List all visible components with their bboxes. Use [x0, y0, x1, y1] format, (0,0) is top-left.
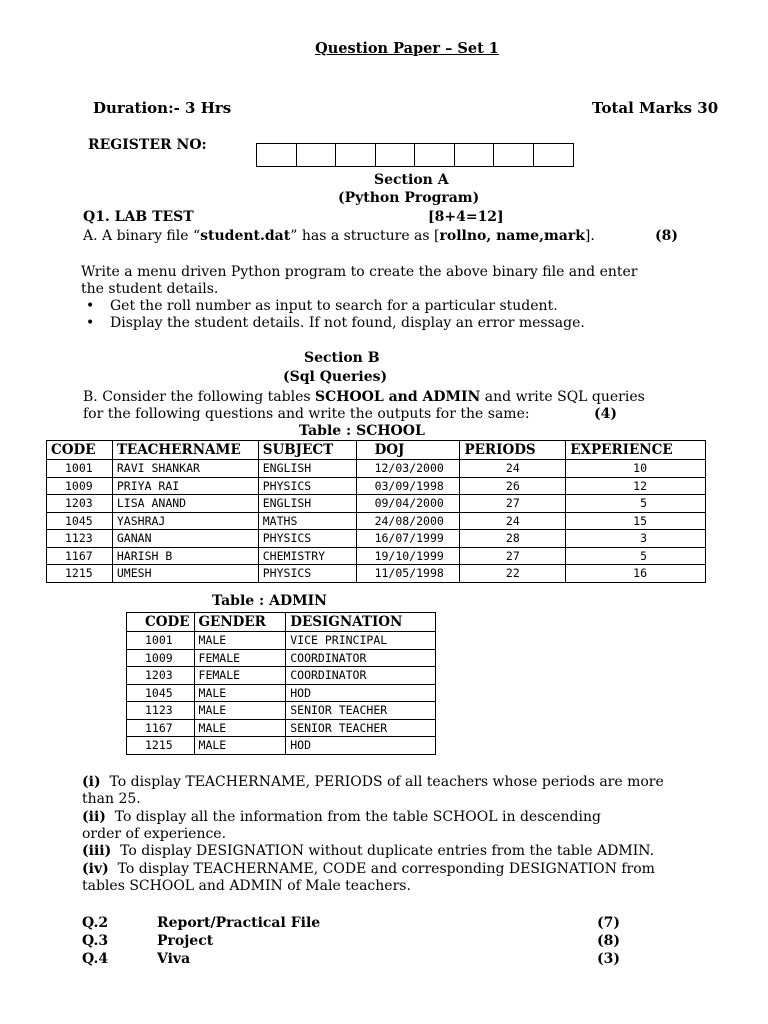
table-cell: 1045 [127, 684, 195, 702]
table-row [47, 477, 706, 495]
column-header: DOJ [356, 441, 460, 460]
table-cell: LISA ANAND [112, 495, 258, 513]
section-a-subheading: (Python Program) [338, 190, 480, 206]
question-number: Q.3 [82, 933, 109, 949]
table-cell: 24 [460, 460, 566, 478]
question-b-tables: SCHOOL and ADMIN [315, 389, 481, 405]
question-a-bullet-list [82, 298, 585, 332]
column-header: EXPERIENCE [566, 441, 706, 460]
table-cell: COORDINATOR [286, 667, 436, 685]
school-table-caption: Table : SCHOOL [299, 423, 425, 439]
table-cell: 1001 [47, 460, 113, 478]
table-cell: PHYSICS [258, 530, 356, 548]
table-cell: 1009 [127, 649, 195, 667]
register-digit-box[interactable] [336, 144, 376, 166]
question-a-mid: ” has a structure as [ [290, 228, 440, 244]
sql-question-number: (iv) [82, 861, 109, 877]
table-row [127, 632, 436, 650]
table-header-row [127, 613, 436, 632]
table-cell: 24/08/2000 [356, 512, 460, 530]
table-cell: GANAN [112, 530, 258, 548]
table-cell: HOD [286, 684, 436, 702]
register-digit-box[interactable] [376, 144, 416, 166]
table-row [47, 565, 706, 583]
total-marks-label: Total Marks 30 [592, 99, 719, 117]
table-cell: 19/10/1999 [356, 547, 460, 565]
question-a-desc-line1: Write a menu driven Python program to create the above binary file and enter [81, 264, 638, 280]
section-b-heading: Section B [304, 350, 380, 366]
register-no-boxes[interactable] [256, 143, 574, 167]
section-a-heading: Section A [374, 172, 449, 188]
table-cell: 10 [566, 460, 706, 478]
table-cell: 12 [566, 477, 706, 495]
table-cell: YASHRAJ [112, 512, 258, 530]
table-cell: 28 [460, 530, 566, 548]
table-cell: HARISH B [112, 547, 258, 565]
table-row [127, 702, 436, 720]
table-row [127, 649, 436, 667]
table-cell: RAVI SHANKAR [112, 460, 258, 478]
q1-marks: [8+4=12] [428, 209, 504, 225]
table-cell: COORDINATOR [286, 649, 436, 667]
table-cell: SENIOR TEACHER [286, 702, 436, 720]
table-cell: 5 [566, 547, 706, 565]
table-cell: 03/09/1998 [356, 477, 460, 495]
register-digit-box[interactable] [494, 144, 534, 166]
table-row [47, 512, 706, 530]
table-cell: 1215 [127, 737, 195, 755]
table-cell: 3 [566, 530, 706, 548]
question-b-marks: (4) [594, 406, 617, 422]
table-cell: 11/05/1998 [356, 565, 460, 583]
sql-question-number: (ii) [82, 809, 106, 825]
question-label: Report/Practical File [157, 915, 321, 931]
table-cell: 27 [460, 495, 566, 513]
table-cell: CHEMISTRY [258, 547, 356, 565]
question-a-end: ]. [584, 228, 595, 244]
table-cell: HOD [286, 737, 436, 755]
question-a-marks: (8) [655, 228, 678, 244]
column-header: PERIODS [460, 441, 566, 460]
duration-label: Duration:- 3 Hrs [93, 99, 232, 117]
list-item: • Display the student details. If not found, display an error message. [82, 315, 585, 332]
register-digit-box[interactable] [415, 144, 455, 166]
question-a-desc-line2: the student details. [81, 281, 219, 297]
table-cell: 1123 [47, 530, 113, 548]
question-a-prefix: A. A binary file “ [83, 228, 201, 244]
table-cell: 1009 [47, 477, 113, 495]
sql-question-continuation: than 25. [82, 791, 141, 807]
register-no-label: REGISTER NO: [88, 137, 207, 153]
page-title: Question Paper – Set 1 [315, 40, 499, 57]
admin-table [126, 612, 436, 755]
table-cell: 1203 [47, 495, 113, 513]
column-header: TEACHERNAME [112, 441, 258, 460]
table-cell: MALE [194, 684, 286, 702]
question-number: Q.2 [82, 915, 109, 931]
table-cell: PHYSICS [258, 565, 356, 583]
table-cell: SENIOR TEACHER [286, 719, 436, 737]
table-row [47, 495, 706, 513]
table-cell: 5 [566, 495, 706, 513]
table-cell: 1045 [47, 512, 113, 530]
table-cell: MATHS [258, 512, 356, 530]
question-a-text [83, 228, 595, 245]
table-cell: 1001 [127, 632, 195, 650]
register-digit-box[interactable] [455, 144, 495, 166]
question-b-prefix: B. Consider the following tables [83, 389, 315, 405]
section-b-subheading: (Sql Queries) [283, 369, 388, 385]
column-header: CODE [47, 441, 113, 460]
sql-question-line [82, 809, 601, 826]
question-b-rest: and write SQL queries [480, 389, 645, 405]
table-cell: ENGLISH [258, 495, 356, 513]
sql-question-continuation: tables SCHOOL and ADMIN of Male teachers. [82, 878, 411, 894]
table-cell: FEMALE [194, 649, 286, 667]
table-cell: 16/07/1999 [356, 530, 460, 548]
table-row [47, 460, 706, 478]
sql-question-text: To display DESIGNATION without duplicate entries from the table ADMIN. [111, 843, 655, 859]
table-row [47, 530, 706, 548]
table-cell: ENGLISH [258, 460, 356, 478]
table-row [127, 667, 436, 685]
table-cell: 15 [566, 512, 706, 530]
question-a-structure: rollno, name,mark [439, 228, 585, 244]
sql-question-line [82, 774, 664, 791]
column-header: DESIGNATION [286, 613, 436, 632]
table-cell: 24 [460, 512, 566, 530]
register-digit-box[interactable] [534, 144, 574, 166]
sql-question-text: To display TEACHERNAME, PERIODS of all teachers whose periods are more [100, 774, 664, 790]
column-header: SUBJECT [258, 441, 356, 460]
column-header: CODE [127, 613, 195, 632]
table-cell: 1203 [127, 667, 195, 685]
table-cell: 22 [460, 565, 566, 583]
table-cell: 1167 [47, 547, 113, 565]
question-b-line1 [83, 389, 645, 406]
sql-question-number: (i) [82, 774, 101, 790]
table-row [127, 719, 436, 737]
table-cell: MALE [194, 632, 286, 650]
column-header: GENDER [194, 613, 286, 632]
table-cell: 1215 [47, 565, 113, 583]
question-number: Q.4 [82, 951, 109, 967]
table-cell: 26 [460, 477, 566, 495]
sql-question-line [82, 861, 655, 878]
school-table [46, 440, 706, 583]
sql-question-continuation: order of experience. [82, 826, 227, 842]
table-row [127, 684, 436, 702]
sql-question-line [82, 843, 654, 860]
admin-table-caption: Table : ADMIN [212, 593, 327, 609]
sql-question-number: (iii) [82, 843, 112, 859]
table-cell: 12/03/2000 [356, 460, 460, 478]
table-cell: 1123 [127, 702, 195, 720]
table-cell: UMESH [112, 565, 258, 583]
table-cell: 16 [566, 565, 706, 583]
question-label: Project [157, 933, 214, 949]
question-label: Viva [157, 951, 191, 967]
table-cell: FEMALE [194, 667, 286, 685]
sql-question-text: To display TEACHERNAME, CODE and corresponding DESIGNATION from [108, 861, 655, 877]
question-marks: (7) [597, 915, 620, 931]
table-cell: PRIYA RAI [112, 477, 258, 495]
sql-question-text: To display all the information from the table SCHOOL in descending [105, 809, 601, 825]
question-marks: (3) [597, 951, 620, 967]
table-cell: 09/04/2000 [356, 495, 460, 513]
list-item: • Get the roll number as input to search for a particular student. [82, 298, 585, 315]
table-cell: 1167 [127, 719, 195, 737]
table-row [127, 737, 436, 755]
table-cell: VICE PRINCIPAL [286, 632, 436, 650]
table-cell: MALE [194, 719, 286, 737]
register-digit-box[interactable] [257, 144, 297, 166]
q1-label: Q1. LAB TEST [83, 209, 194, 225]
table-header-row [47, 441, 706, 460]
table-cell: 27 [460, 547, 566, 565]
table-cell: PHYSICS [258, 477, 356, 495]
table-row [47, 547, 706, 565]
table-cell: MALE [194, 737, 286, 755]
question-a-file: student.dat [200, 228, 291, 244]
question-b-line2: for the following questions and write the outputs for the same: [83, 406, 530, 422]
register-digit-box[interactable] [297, 144, 337, 166]
question-marks: (8) [597, 933, 620, 949]
table-cell: MALE [194, 702, 286, 720]
